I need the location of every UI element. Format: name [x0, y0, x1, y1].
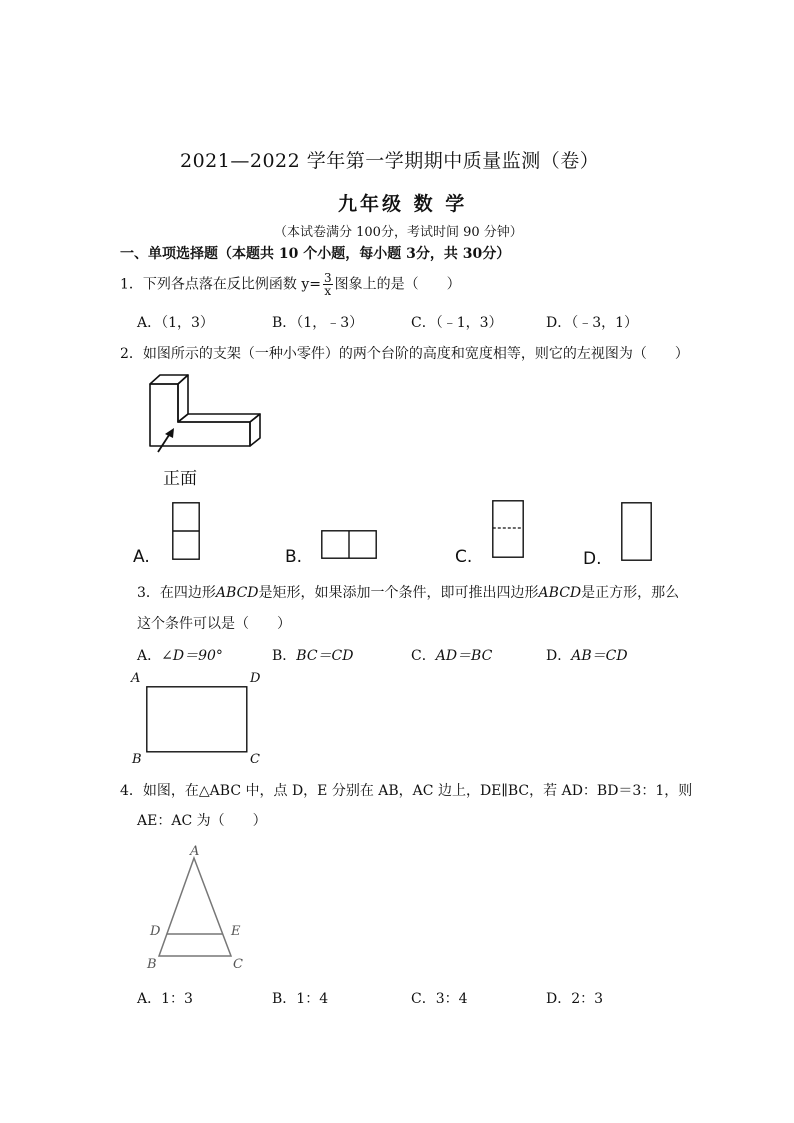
exam-title: 2021—2022 学年第一学期期中质量监测（卷）	[180, 150, 600, 172]
q3-option-c-letter: C．	[411, 648, 436, 664]
q1-option-a[interactable]: A．（1，3）	[137, 315, 214, 331]
q4-option-d[interactable]: D．2：3	[546, 991, 604, 1007]
question-1	[120, 272, 461, 297]
q1-option-b[interactable]: B．（1，﹣3）	[272, 315, 364, 331]
q3-option-b-letter: B．	[272, 648, 297, 664]
q3-option-b-expr: BC＝CD	[296, 648, 354, 664]
question-3-line-2: 这个条件可以是（ ）	[137, 616, 291, 632]
q1-option-d[interactable]: D．（﹣3，1）	[546, 315, 639, 331]
triangle-vertex-c-label: C	[233, 957, 243, 972]
q1-option-c[interactable]: C．（﹣1，3）	[411, 315, 503, 331]
q2-option-d-figure[interactable]	[621, 502, 652, 561]
q2-option-d-label[interactable]: D.	[583, 549, 602, 569]
q4-option-c[interactable]: C．3：4	[411, 991, 468, 1007]
exam-note: （本试卷满分 100分，考试时间 90 分钟）	[274, 225, 523, 240]
q2-option-a-figure[interactable]	[172, 502, 200, 560]
q3-text-b: ABCD	[215, 585, 259, 601]
fraction-numerator: 3	[324, 271, 332, 285]
triangle-vertex-b-label: B	[147, 957, 157, 972]
q3-option-b[interactable]	[272, 645, 354, 665]
question-4-line-2: AE：AC 为（ ）	[137, 813, 267, 829]
q3-option-d-letter: D．	[546, 648, 572, 664]
front-label: 正面	[163, 469, 197, 489]
q2-option-c-figure[interactable]	[492, 500, 524, 558]
q2-option-c-label[interactable]: C.	[455, 547, 473, 567]
q3-option-d-expr: AB＝CD	[571, 648, 628, 664]
q3-option-c-expr: AD＝BC	[435, 648, 493, 664]
vertex-b-label: B	[132, 752, 142, 767]
q3-text-e: 是正方形，那么	[581, 585, 680, 601]
triangle-vertex-a-label: A	[190, 844, 200, 859]
q2-option-b-figure[interactable]	[321, 530, 377, 559]
triangle-vertex-d-label: D	[150, 924, 161, 939]
triangle-abc-figure	[155, 855, 235, 959]
vertex-c-label: C	[250, 752, 260, 767]
rectangle-abcd-figure	[146, 686, 248, 753]
vertex-a-label: A	[131, 671, 141, 686]
q2-option-b-label[interactable]: B.	[285, 547, 303, 567]
fraction-denominator: x	[324, 284, 332, 298]
bracket-figure	[140, 370, 270, 460]
q3-text-d: ABCD	[538, 585, 582, 601]
q3-option-a-expr: ∠D＝90°	[161, 648, 223, 664]
q4-option-b[interactable]: B．1：4	[272, 991, 329, 1007]
question-3-line-1	[137, 582, 679, 602]
q4-option-a[interactable]: A．1：3	[137, 991, 193, 1007]
triangle-vertex-e-label: E	[231, 924, 241, 939]
vertex-d-label: D	[250, 671, 261, 686]
question-4-line-1: 4．如图，在△ABC 中，点 D，E 分别在 AB，AC 边上，DE∥BC，若 AD：BD＝3：1，则	[120, 783, 693, 799]
q3-option-a-letter: A．	[137, 648, 162, 664]
question-2: 2．如图所示的支架（一种小零件）的两个台阶的高度和宽度相等，则它的左视图为（ ）	[120, 346, 689, 362]
q3-option-c[interactable]	[411, 645, 492, 665]
fraction	[323, 272, 333, 297]
q3-text-a: 3．在四边形	[137, 585, 216, 601]
q3-option-a[interactable]	[137, 645, 223, 665]
q3-text-c: 是矩形，如果添加一个条件，即可推出四边形	[258, 585, 539, 601]
question-1-prefix: 1．下列各点落在反比例函数 y=	[120, 276, 321, 293]
q3-option-d[interactable]	[546, 645, 628, 665]
question-1-suffix: 图象上的是（ ）	[334, 276, 461, 293]
exam-subtitle: 九年级 数 学	[338, 193, 468, 215]
section-heading: 一、单项选择题（本题共 10 个小题，每小题 3分，共 30分）	[120, 246, 511, 262]
q2-option-a-label[interactable]: A.	[133, 547, 150, 567]
